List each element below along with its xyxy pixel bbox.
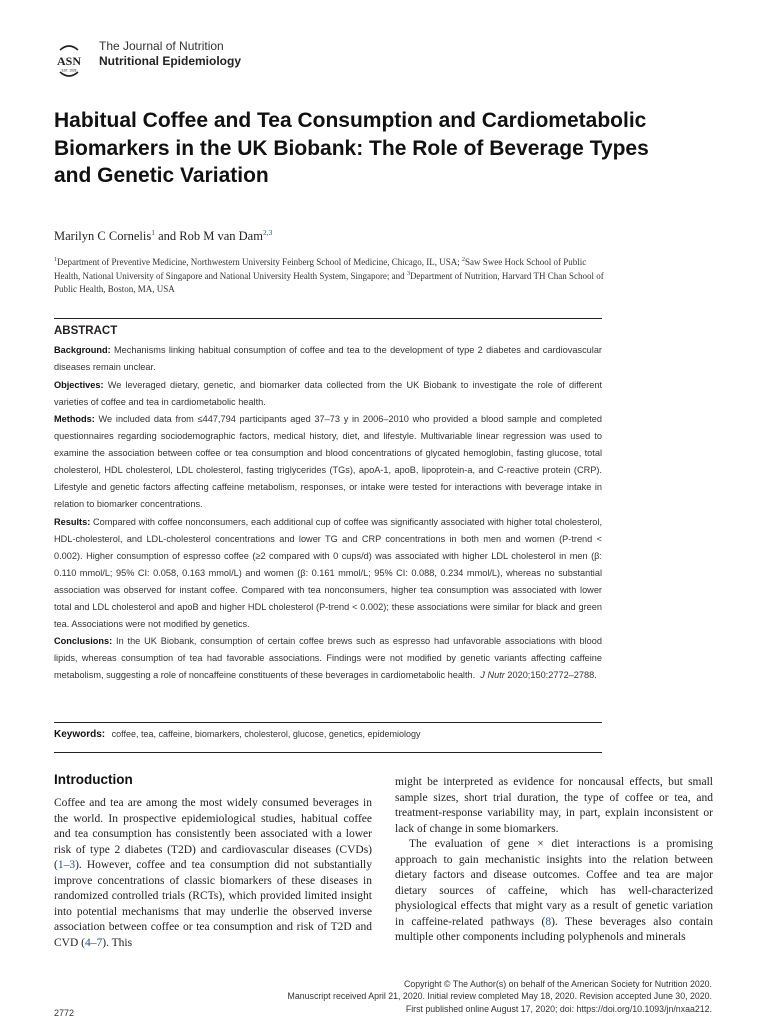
abstract-heading: ABSTRACT (54, 325, 118, 337)
author-affil-ref[interactable]: 2,3 (262, 228, 273, 237)
section-label: Results: (54, 516, 91, 527)
page-number: 2772 (54, 1008, 75, 1018)
abstract-results: Results: Compared with coffee nonconsumers, each additional cup of coffee was significantly associated with higher total cholesterol, HDL-cholesterol, and LDL-cholesterol concentrations and lower TG and CRP concentrations in both men and women (P-trend < 0.002). Higher consumption of espresso coffee (≥2 compared with 0 cups/d) was associated with higher LDL cholesterol in men (β: 0.110 mmol/L; 95% CI: 0.058, 0.163 mmol/L) and women (β: 0.161 mmol/L; 95% CI: 0.088, 0.234 mmol/L), whereas no substantial association was observed for instant coffee. Compared with tea nonconsumers, higher tea consumption was associated with lower total and LDL cholesterol and apoB and higher HDL cholesterol (P-trend < 0.002); these associations were similar for black and green tea. Associations were not modified by genetics. (54, 516, 602, 629)
journal-section: Nutritional Epidemiology (99, 54, 242, 68)
copyright-line: Copyright © The Author(s) on behalf of the American Society for Nutrition 2020. (403, 979, 712, 989)
reference-link[interactable]: 8 (545, 915, 552, 928)
asn-logo-icon (54, 44, 84, 78)
logo-est: EST. 1928 (61, 68, 77, 73)
author-name: Marilyn C Cornelis (54, 229, 152, 244)
section-label: Conclusions: (54, 636, 113, 646)
abstract-conclusions: Conclusions: In the UK Biobank, consumption of certain coffee brews such as espresso had unfavorable associations with blood lipids, whereas consumption of tea had favorable associations. Findings were not modified by genetic variants affecting caffeine metabolism, suggesting a role of noncaffeine constituents of these beverages in cardiometabolic health. J Nutr 2020;150:2772–2788. (54, 636, 602, 680)
affiliation: Saw Swee Hock School of Public Health, National University of Singapore and National University Health System, Singapore; and (54, 257, 587, 282)
citation-journal: J Nutr (480, 670, 505, 680)
abstract-background: Background: Mechanisms linking habitual consumption of coffee and tea to the development of type 2 diabetes and cardiovascular diseases remain unclear. (54, 345, 602, 372)
affiliations (54, 254, 606, 295)
keywords-top-rule (54, 722, 602, 723)
paragraph: might be interpreted as evidence for noncausal effects, but small sample sizes, short trial duration, the type of coffee or tea, and treatment-response variability may, in part, explain inconsistent or lack of change in some biomarkers. (395, 776, 713, 835)
abstract-objectives: Objectives: We leveraged dietary, genetic, and biomarker data collected from the UK Biobank to investigate the role of different varieties of coffee and tea in cardiometabolic health. (54, 379, 602, 407)
affiliation: Department of Nutrition, Harvard TH Chan School of Public Health, Boston, MA, USA (54, 271, 604, 294)
keywords-label: Keywords: (54, 729, 106, 740)
keywords-text: coffee, tea, caffeine, biomarkers, cholesterol, glucose, genetics, epidemiology (111, 729, 421, 739)
paragraph: Coffee and tea are among the most widely consumed beverages in the world. In prospective epidemiological studies, habitual coffee and tea consumption has consistently been associated with a lower risk of type 2 diabetes (T2D) and cardiovascular diseases (CVDs) (1–3). However, coffee and tea consumption did not substantially improve concentrations of classic biomarkers of these diseases in randomized controlled trials (RCTs), which provided limited insight into potential mechanisms that may underlie the observed inverse association between coffee or tea consumption and risk of T2D and CVD (4–7). This (54, 797, 372, 949)
section-label: Objectives: (54, 379, 104, 390)
body-column-right (395, 775, 713, 946)
reference-link[interactable]: 4–7 (85, 936, 103, 949)
affil-marker: 3 (406, 271, 410, 278)
doi-line[interactable]: First published online August 17, 2020; doi: https://doi.org/10.1093/jn/nxaa212. (405, 1003, 712, 1014)
keywords (54, 729, 602, 740)
body-column-left (54, 796, 372, 951)
author-name: Rob M van Dam (179, 229, 263, 244)
affil-marker: 1 (54, 257, 57, 263)
footer-info (252, 978, 712, 1015)
abstract-methods: Methods: We included data from ≤447,794 participants aged 37–73 y in 2006–2010 who provided a blood sample and completed questionnaires regarding sociodemographic factors, medical history, diet, and lifestyle. Multivariable linear regression was used to examine the association between coffee or tea consumption and blood concentrations of glycated hemoglobin, fasting glucose, total cholesterol, HDL cholesterol, LDL cholesterol, fasting triglycerides (TGs), apoA-1, apoB, lipoprotein-a, and C-reactive protein (CRP). Lifestyle and genetic factors affecting caffeine metabolism, responses, or intake were tested for interactions with beverage intake in relation to biomarker concentrations. (54, 414, 602, 509)
author-affil-ref[interactable]: 1 (151, 228, 155, 237)
keywords-bottom-rule (54, 752, 602, 753)
introduction-heading: Introduction (54, 772, 133, 787)
citation-details: 2020;150:2772–2788. (504, 670, 597, 680)
paragraph: The evaluation of gene × diet interactions is a promising approach to gain mechanistic insights into the relation between dietary factors and disease outcomes. Coffee and tea are major dietary sources of caffeine, which has well-characterized physiological effects that might vary as a result of genetic variation in caffeine-related pathways (8). These beverages also contain multiple other components including polyphenols and minerals (395, 838, 713, 943)
abstract-body (54, 342, 602, 685)
reference-link[interactable]: 1–3 (57, 859, 76, 871)
affiliation: Department of Preventive Medicine, Northwestern University Feinberg School of Medicine, Chicago, IL, USA; (57, 257, 462, 267)
section-label: Background: (54, 345, 111, 355)
logo-text: ASN (56, 54, 82, 68)
affil-marker: 2 (462, 257, 465, 263)
abstract-top-rule (54, 318, 602, 319)
section-label: Methods: (54, 414, 95, 424)
author-list (54, 228, 272, 244)
journal-name: The Journal of Nutrition (99, 39, 224, 53)
article-title: Habitual Coffee and Tea Consumption and Cardiometabolic Biomarkers in the UK Biobank: The Role of Beverage Types and Genetic Variation (54, 109, 649, 187)
manuscript-dates: Manuscript received April 21, 2020. Initial review completed May 18, 2020. Revision accepted June 30, 2020. (287, 991, 712, 1002)
author-separator: and (154, 229, 180, 244)
